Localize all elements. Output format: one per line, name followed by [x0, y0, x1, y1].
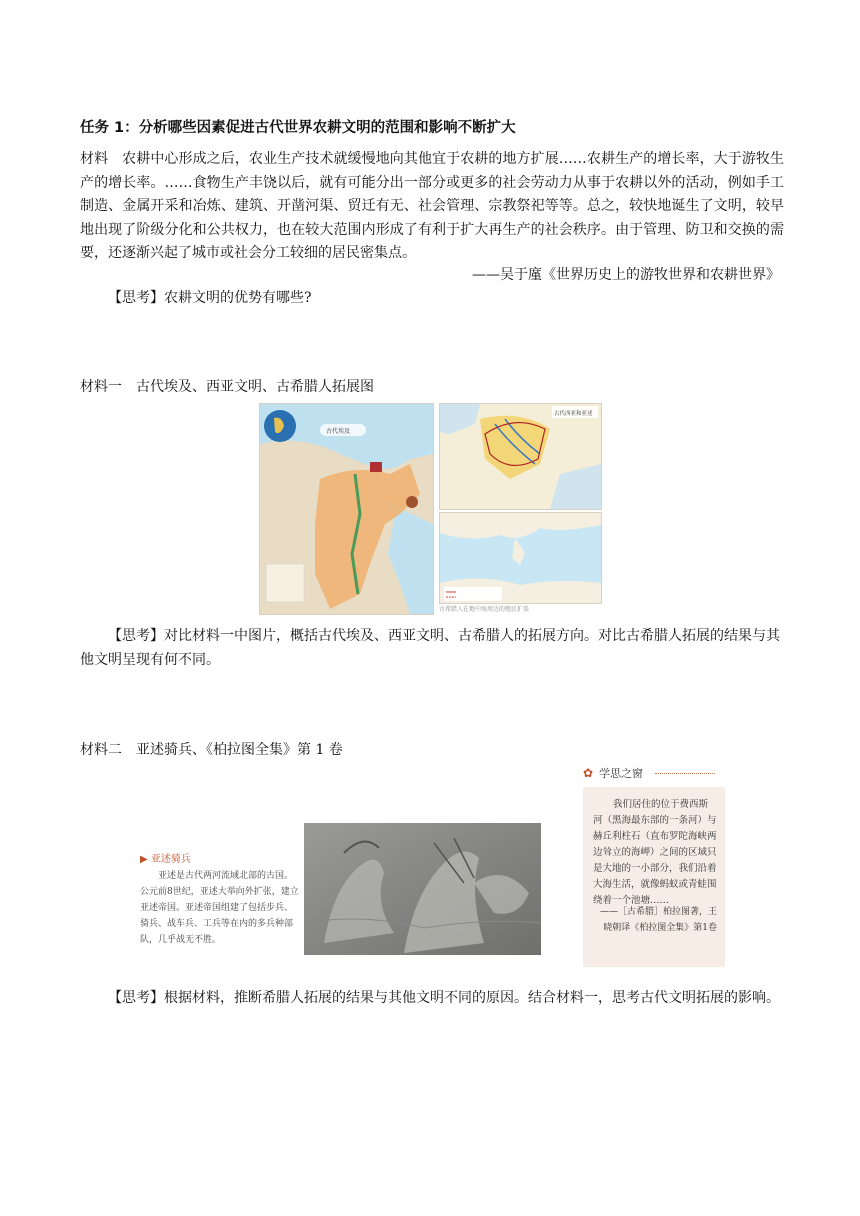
window-box [583, 787, 725, 967]
think-question-2: 【思考】对比材料一中图片，概括古代埃及、西亚文明、古希腊人的拓展方向。对比古希腊人拓展的结果与其他文明呈现有何不同。 [80, 628, 780, 668]
material-2-label: 材料二 [80, 742, 122, 758]
material-paragraph [80, 148, 784, 266]
egypt-map-image [259, 403, 434, 615]
material-2-heading [80, 739, 343, 759]
title-divider [655, 773, 715, 774]
greece-map-svg [440, 513, 601, 603]
assyria-caption-text: 亚述是古代两河流域北部的古国。公元前8世纪，亚述大举向外扩张，建立亚述帝国。亚述帝国组建了包括步兵、骑兵、战车兵、工兵等在内的多兵种部队，几乎战无不胜。 [140, 871, 299, 945]
window-title-row [583, 765, 715, 781]
west-asia-map-label: 古代西亚和亚述 [554, 411, 593, 417]
assyria-caption-heading: ▶ 亚述骑兵 [140, 854, 191, 865]
material-text: 农耕中心形成之后，农业生产技术就缓慢地向其他宜于农耕的地方扩展……农耕生产的增长率，大于游牧生产的增长率。……食物生产丰饶以后，就有可能分出一部分或更多的社会劳动力从事于农耕以外的活动，例如手工制造、金属开采和冶炼、建筑、开凿河渠、贸迁有无、社会管理、宗教祭祀等等。总之，较快地诞生了文明，较早地出现了阶级分化和公共权力，也在较大范围内形成了有利于扩大再生产的社会秩序。由于管理、防卫和交换的需要，还逐渐兴起了城市或社会分工较细的居民密集点。 [80, 151, 784, 261]
west-asia-map-svg [440, 404, 601, 509]
greece-map-caption: 古希腊人在地中海周边的殖民扩张 [439, 606, 530, 613]
window-text: 我们居住的位于费西斯河（黑海最东部的一条河）与赫丘利柱石（直布罗陀海峡两边耸立的海岬）之间的区域只是大地的一小部分，我们沿着大海生活，就像蚂蚁或青蛙围绕着一个池塘…… [593, 799, 717, 906]
window-title: 学思之窗 [599, 767, 644, 780]
material-label: 材料 [80, 151, 109, 167]
think-question-1: 【思考】农耕文明的优势有哪些? [108, 290, 312, 306]
flower-icon: ✿ [583, 766, 594, 780]
task-title: 任务 1：分析哪些因素促进古代世界农耕文明的范围和影响不断扩大 [80, 120, 516, 136]
assyrian-cavalry-relief-image [304, 823, 541, 955]
think-question-3: 【思考】根据材料，推断希腊人拓展的结果与其他文明不同的原因。结合材料一，思考古代文明拓展的影响。 [108, 990, 780, 1006]
window-cite: ——［古希腊］柏拉图著，王晓朝译《柏拉图全集》第1卷 [599, 907, 717, 933]
material-2-title: 亚述骑兵、《柏拉图全集》第 1 卷 [136, 742, 343, 758]
egypt-map-label: 古代埃及 [326, 428, 351, 435]
material-1-heading [80, 376, 374, 396]
relief-svg [304, 823, 541, 955]
material-1-title: 古代埃及、西亚文明、古希腊人拓展图 [136, 379, 374, 395]
greece-map-image [439, 512, 602, 604]
assyria-caption [140, 852, 300, 948]
egypt-map-svg [260, 404, 433, 614]
material-1-label: 材料一 [80, 379, 122, 395]
west-asia-map-image [439, 403, 602, 510]
material-source: ——吴于廑《世界历史上的游牧世界和农耕世界》 [472, 267, 780, 283]
